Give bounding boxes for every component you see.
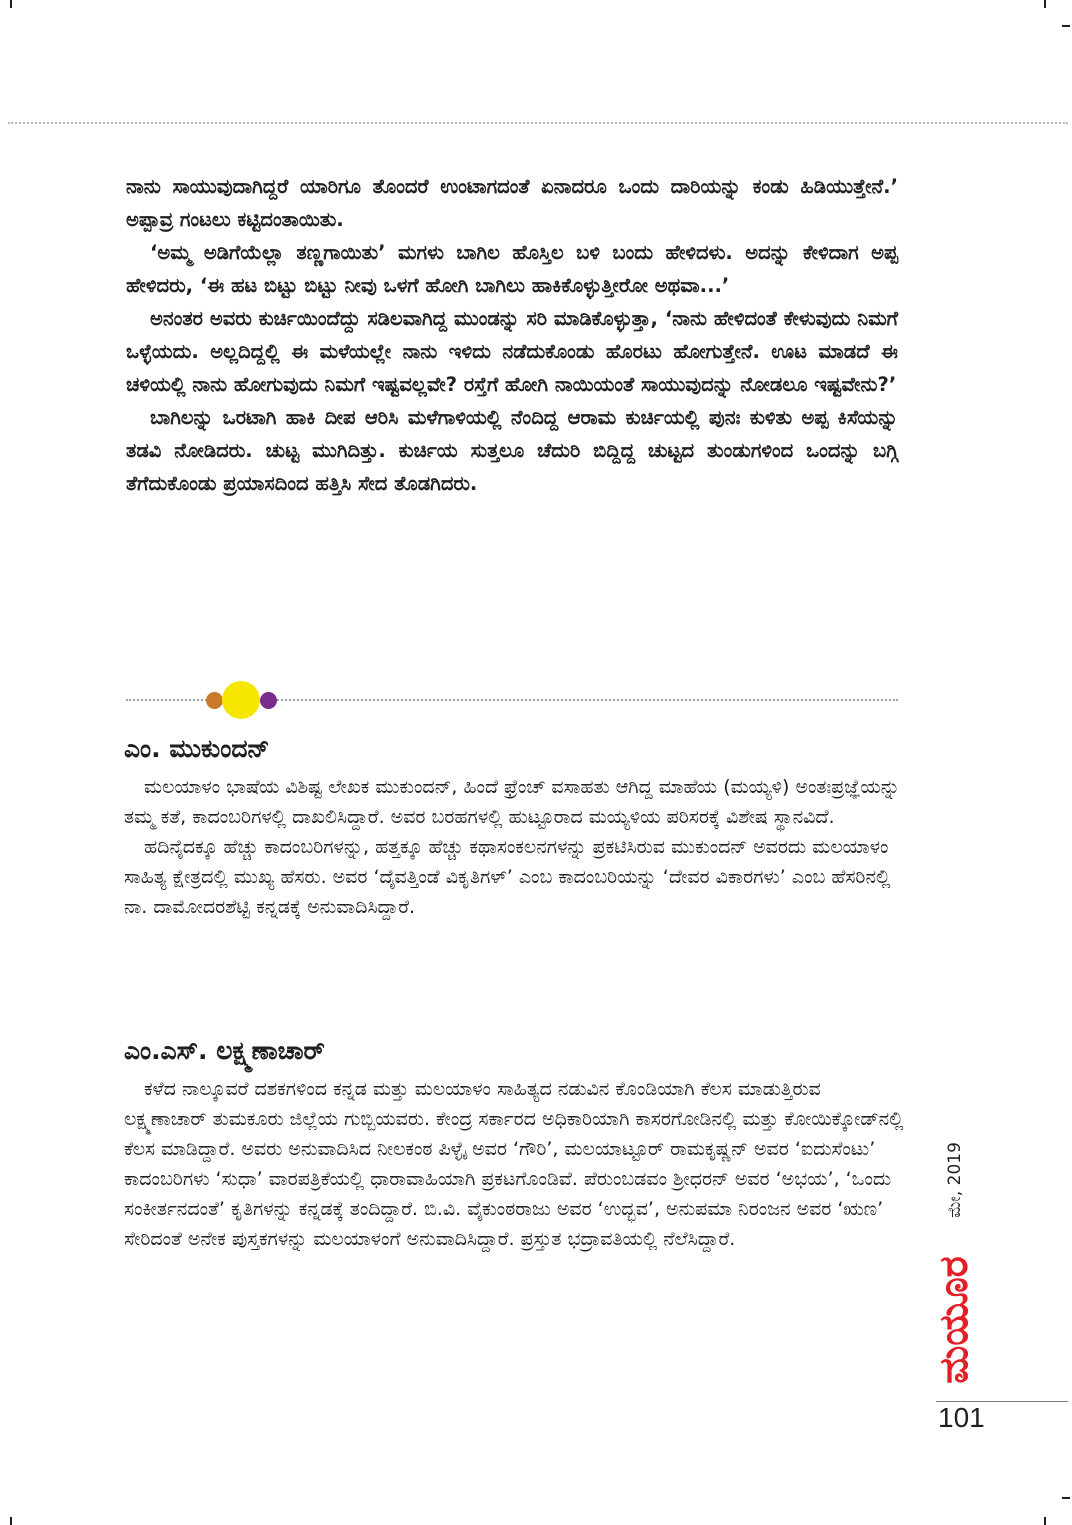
author-bio-lakshmanachar xyxy=(124,1034,904,1254)
story-paragraph: ‘ಅಮ್ಮ ಅಡಿಗೆಯೆಲ್ಲಾ ತಣ್ಣಗಾಯಿತು’ ಮಗಳು ಬಾಗಿಲ ಹೊಸ್ತಿಲ ಬಳಿ ಬಂದು ಹೇಳಿದಳು. ಅದನ್ನು ಕೇಳಿದಾಗ ಅಪ್ಪ ಹೇಳಿದರು, ‘ಈ ಹಟ ಬಿಟ್ಟು ಬಿಟ್ಟು ನೀವು ಒಳಗೆ ಹೋಗಿ ಬಾಗಿಲು ಹಾಕಿಕೊಳ್ಳುತ್ತೀರೋ ಅಥವಾ...’ xyxy=(126,241,898,297)
author-bio-paragraph: ಹದಿನೈದಕ್ಕೂ ಹೆಚ್ಚು ಕಾದಂಬರಿಗಳನ್ನು, ಹತ್ತಕ್ಕೂ ಹೆಚ್ಚು ಕಥಾಸಂಕಲನಗಳನ್ನು ಪ್ರಕಟಿಸಿರುವ ಮುಕುಂದನ್ ಅವರದು ಮಲಯಾಳಂ ಸಾಹಿತ್ಯ ಕ್ಷೇತ್ರದಲ್ಲಿ ಮುಖ್ಯ ಹೆಸರು. ಅವರ ‘ದೈವತ್ತಿಂಡೆ ವಿಕೃತಿಗಳ್’ ಎಂಬ ಕಾದಂಬರಿಯನ್ನು ‘ದೇವರ ವಿಕಾರಗಳು’ ಎಂಬ ಹೆಸರಿನಲ್ಲಿ ನಾ. ದಾಮೋದರಶೆಟ್ಟಿ ಕನ್ನಡಕ್ಕೆ ಅನುವಾದಿಸಿದ್ದಾರೆ. xyxy=(124,836,891,918)
story-paragraph: ಬಾಗಿಲನ್ನು ಒರಟಾಗಿ ಹಾಕಿ ದೀಪ ಆರಿಸಿ ಮಳೆಗಾಳಿಯಲ್ಲಿ ನೆಂದಿದ್ದ ಆರಾಮ ಕುರ್ಚಿಯಲ್ಲಿ ಪುನಃ ಕುಳಿತು ಅಪ್ಪ ಕಿಸೆಯನ್ನು ತಡವಿ ನೋಡಿದರು. ಚುಟ್ಟ ಮುಗಿದಿತ್ತು. ಕುರ್ಚಿಯ ಸುತ್ತಲೂ ಚೆದುರಿ ಬಿದ್ದಿದ್ದ ಚುಟ್ಟದ ತುಂಡುಗಳಿಂದ ಒಂದನ್ನು ಬಗ್ಗಿ ತೆಗೆದುಕೊಂಡು ಪ್ರಯಾಸದಿಂದ ಹತ್ತಿಸಿ ಸೇದ ತೊಡಗಿದರು. xyxy=(126,406,898,495)
story-paragraph: ಅನಂತರ ಅವರು ಕುರ್ಚಿಯಿಂದೆದ್ದು ಸಡಿಲವಾಗಿದ್ದ ಮುಂಡನ್ನು ಸರಿ ಮಾಡಿಕೊಳ್ಳುತ್ತಾ, ‘ನಾನು ಹೇಳಿದಂತೆ ಕೇಳುವುದು ನಿಮಗೆ ಒಳ್ಳೆಯದು. ಅಲ್ಲದಿದ್ದಲ್ಲಿ ಈ ಮಳೆಯಲ್ಲೇ ನಾನು ಇಳಿದು ನಡೆದುಕೊಂಡು ಹೊರಟು ಹೋಗುತ್ತೇನೆ. ಊಟ ಮಾಡದೆ ಈ ಚಳಿಯಲ್ಲಿ ನಾನು ಹೋಗುವುದು ನಿಮಗೆ ಇಷ್ಟವಲ್ಲವೇ? ರಸ್ತೆಗೆ ಹೋಗಿ ನಾಯಿಯಂತೆ ಸಾಯುವುದನ್ನು ನೋಡಲೂ ಇಷ್ಟವೇನು?’ xyxy=(126,307,898,396)
translator-name: ಎಂ.ಎಸ್. ಲಕ್ಷ್ಮಣಾಚಾರ್ xyxy=(124,1036,325,1065)
translator-bio-paragraph: ಕಳೆದ ನಾಲ್ಕೂವರೆ ದಶಕಗಳಿಂದ ಕನ್ನಡ ಮತ್ತು ಮಲಯಾಳಂ ಸಾಹಿತ್ಯದ ನಡುವಿನ ಕೊಂಡಿಯಾಗಿ ಕೆಲಸ ಮಾಡುತ್ತಿರುವ ಲಕ್ಷ್ಮಣಾಚಾರ್ ತುಮಕೂರು ಜಿಲ್ಲೆಯ ಗುಬ್ಬಿಯವರು. ಕೇಂದ್ರ ಸರ್ಕಾರದ ಅಧಿಕಾರಿಯಾಗಿ ಕಾಸರಗೋಡಿನಲ್ಲಿ ಮತ್ತು ಕೋಯಿಕ್ಕೋಡ್‌ನಲ್ಲಿ ಕೆಲಸ ಮಾಡಿದ್ದಾರೆ. ಅವರು ಅನುವಾದಿಸಿದ ನೀಲಕಂಠ ಪಿಳ್ಳೈ ಅವರ ‘ಗೌರಿ’, ಮಲಯಾಟ್ಟೂರ್ ರಾಮಕೃಷ್ಣನ್ ಅವರ ‘ಐದುಸೆಂಟು’ ಕಾದಂಬರಿಗಳು ‘ಸುಧಾ’ ವಾರಪತ್ರಿಕೆಯಲ್ಲಿ ಧಾರಾವಾಹಿಯಾಗಿ ಪ್ರಕಟಗೊಂಡಿವೆ. ಪೆರುಂಬಡವಂ ಶ್ರೀಧರನ್ ಅವರ ‘ಅಭಯ’, ‘ಒಂದು ಸಂಕೀರ್ತನದಂತೆ’ ಕೃತಿಗಳನ್ನು ಕನ್ನಡಕ್ಕೆ ತಂದಿದ್ದಾರೆ. ಬಿ.ವಿ. ವೈಕುಂಠರಾಜು ಅವರ ‘ಉದ್ಭವ’, ಅನುಪಮಾ ನಿರಂಜನ ಅವರ ‘ಋಣ’ ಸೇರಿದಂತೆ ಅನೇಕ ಪುಸ್ತಕಗಳನ್ನು ಮಲಯಾಳಂಗೆ ಅನುವಾದಿಸಿದ್ದಾರೆ. ಪ್ರಸ್ತುತ ಭದ್ರಾವತಿಯಲ್ಲಿ ನೆಲೆಸಿದ್ದಾರೆ. xyxy=(124,1078,904,1250)
author-bio-paragraph: ಮಲಯಾಳಂ ಭಾಷೆಯ ವಿಶಿಷ್ಟ ಲೇಖಕ ಮುಕುಂದನ್, ಹಿಂದೆ ಫ್ರೆಂಚ್ ವಸಾಹತು ಆಗಿದ್ದ ಮಾಹೆಯ (ಮಯ್ಯಳಿ) ಅಂತಃಪ್ರಜ್ಞೆಯನ್ನು ತಮ್ಮ ಕತೆ, ಕಾದಂಬರಿಗಳಲ್ಲಿ ದಾಖಲಿಸಿದ್ದಾರೆ. ಅವರ ಬರಹಗಳಲ್ಲಿ ಹುಟ್ಟೂರಾದ ಮಯ್ಯಳಿಯ ಪರಿಸರಕ್ಕೆ ವಿಶೇಷ ಸ್ಥಾನವಿದೆ. xyxy=(124,776,900,828)
crop-mark-bottom-left xyxy=(10,1517,12,1525)
author-name: ಎಂ. ಮುಕುಂದನ್ xyxy=(124,734,270,763)
issue-date xyxy=(940,1130,970,1230)
story-text xyxy=(126,170,898,500)
magazine-logo xyxy=(922,1250,986,1390)
crop-mark-right-upper xyxy=(1062,25,1070,27)
crop-mark-bottom-right xyxy=(1044,1517,1046,1525)
page-number: 101 xyxy=(938,1402,985,1433)
story-paragraph: ನಾನು ಸಾಯುವುದಾಗಿದ್ದರೆ ಯಾರಿಗೂ ತೊಂದರೆ ಉಂಟಾಗದಂತೆ ಏನಾದರೂ ಒಂದು ದಾರಿಯನ್ನು ಕಂಡು ಹಿಡಿಯುತ್ತೇನೆ.’ ಅಪ್ಪಾವ್ರ ಗಂಟಲು ಕಟ್ಟಿದಂತಾಯಿತು. xyxy=(126,175,898,231)
crop-mark-top-left xyxy=(10,0,12,8)
author-bio-mukundan xyxy=(124,732,904,922)
purple-dot-ornament xyxy=(260,692,277,709)
top-dotted-rule xyxy=(8,122,1068,124)
magazine-logo-text: ಮಯೂರ xyxy=(931,1256,977,1384)
orange-dot-ornament xyxy=(206,692,223,709)
issue-date-text: ಮೇ, 2019 xyxy=(945,1142,965,1218)
section-divider xyxy=(126,680,898,722)
crop-mark-top-right xyxy=(1044,0,1046,8)
yellow-dot-ornament xyxy=(222,681,260,719)
crop-mark-right-lower xyxy=(1062,1497,1070,1499)
